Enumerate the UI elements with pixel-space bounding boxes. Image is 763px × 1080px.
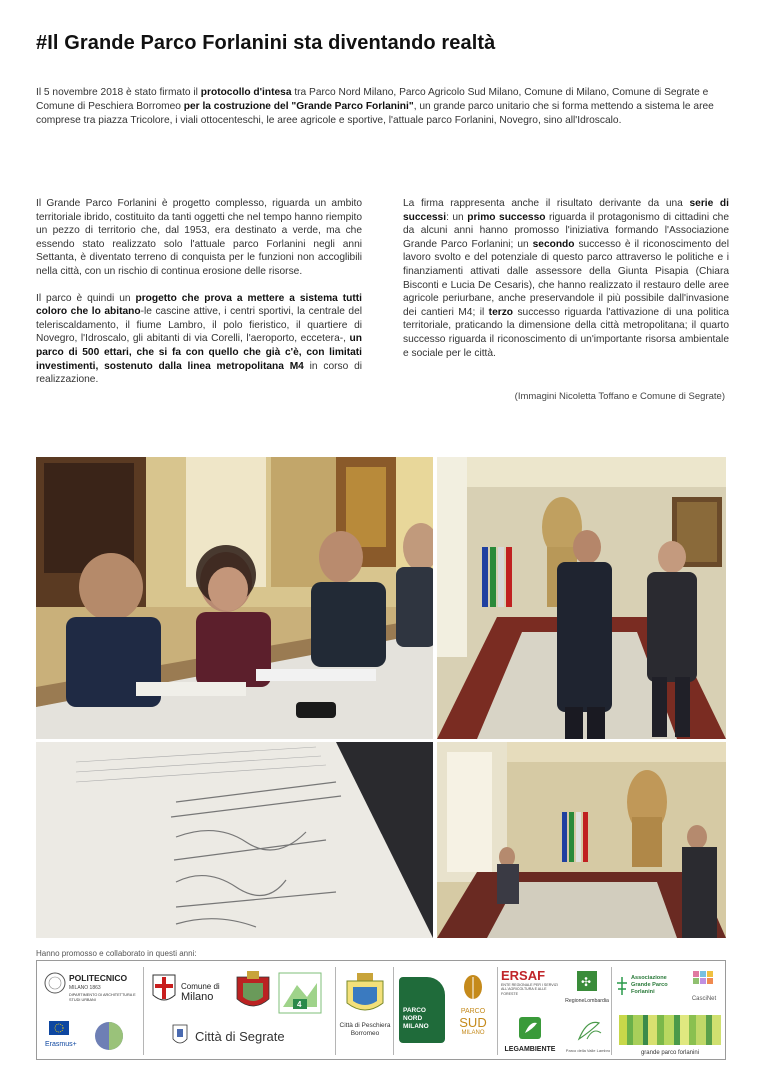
parco-lambro-text: Parco della Valle Lambro [565, 1048, 611, 1053]
dastu-logo [93, 1019, 133, 1053]
associazione-text: Associazione Grande Parco Forlanini [631, 975, 668, 995]
left-column [36, 197, 362, 387]
regione-text: RegioneLombardia [565, 998, 609, 1004]
parco-sud-logo [451, 973, 495, 1051]
partners-logo-panel [36, 960, 726, 1060]
gpf-stripes-logo [619, 1015, 721, 1055]
left-paragraph-2: Il parco è quindi un progetto che prova a mettere a sistema tutti coloro che lo abitano-le cascine attive, i centri sportivi, la centrale del teleriscaldamento, il fiume Lambro, il polo fieristico, il quartiere di Novegro, l'Idroscalo, gli abitanti di via Corelli, l'aeroporto, eccetera-, un parco di 500 ettari, che si fa con quello che già c'è, con limitati investimenti, sostenuto dalla linea metropolitana M4 in corso di realizzazione. [36, 292, 363, 386]
regione-lombardia-logo [565, 969, 609, 1009]
photo-meeting-room [437, 457, 726, 739]
intro-paragraph: Il 5 novembre 2018 è stato firmato il protocollo d'intesa tra Parco Nord Milano, Parco Agricolo Sud Milano, Comune di Milano, Comune di Segrate e Comune di Peschiera Borromeo per la costruzione del "Grande Parco Forlanini", un grande parco unitario che si forma mettendo a sistema le aree comprese tra piazza Tricolore, i viali ottocenteschi, le aree agricole e sportive, l'attuale parco Forlanini, Novegro, sino all'Idroscalo. [36, 87, 714, 126]
politecnico-logo [43, 969, 143, 1009]
photo-signing-table [36, 457, 433, 739]
municipio-4-logo [277, 971, 323, 1015]
right-paragraph: La firma rappresenta anche il risultato derivante da una serie di successi: un primo successo riguarda il protagonismo di cittadini che da alcuni anni hanno promosso l'iniziativa formando l'Associazione Grande Parco Forlanini; un secondo successo è il riconoscimento del lavoro svolto e del potenziale di questo parco attraverso le politiche e i finanziamenti attivati dalle assessore della Giunta Pisapia (Chiara Bisconti e Lucia De Cesaris), che hanno realizzato il restauro delle aree agricole periurbane, anche preservandole il più possibile dall'invasione dei cantieri M4; il terzo successo riguarda l'attivazione di una politica territoriale, praticando la dimensione della città metropolitana; il quarto successo riguarda il riconoscimento di un'importante risorsa ambientale e sociale per le città. [403, 198, 730, 359]
parco-nord-text: PARCO NORD MILANO [403, 1007, 429, 1030]
politecnico-name: POLITECNICO [69, 973, 128, 983]
legambiente-logo [499, 1015, 561, 1055]
erasmus-logo [45, 1019, 89, 1051]
municipio-number: 4 [297, 1000, 302, 1009]
page-title: #Il Grande Parco Forlanini sta diventando realtà [36, 32, 496, 54]
left-paragraph-1: Il Grande Parco Forlanini è progetto complesso, riguarda un ambito territoriale ibrido, costituito da tanti oggetti che nel tempo hanno riempito un pezzo di territorio che, dal 1953, era destinato a verde, ma che essendo stato realizzato solo l'attuale parco Forlanini negli anni Settanta, è diventato terreno di conquista per le funzioni non accoglibili nella città, con un rischio di continua erosione delle risorse. [36, 198, 362, 277]
svg-text:✣: ✣ [581, 975, 592, 989]
comune-milano-logo [149, 971, 229, 1011]
ersaf-sub: ENTE REGIONALE PER I SERVIZI ALL'AGRICOLTURA E ALLE FORESTE [501, 983, 558, 996]
ersaf-text: ERSAF [501, 968, 546, 983]
comune-milano-line2: Milano [181, 991, 214, 1003]
parco-nord-logo [399, 977, 445, 1043]
municipio-crest-logo [233, 969, 273, 1015]
parco-lambro-logo [565, 1017, 611, 1055]
parco-sud-line2: SUD [459, 1015, 487, 1030]
citta-segrate-text: Città di Segrate [195, 1029, 285, 1044]
cascinet-text: CasciNet [691, 996, 717, 1002]
photo-signed-document [36, 742, 433, 938]
erasmus-text: Erasmus+ [45, 1041, 77, 1048]
parco-sud-line1: PARCO [460, 1008, 486, 1015]
peschiera-text: Città di Peschiera Borromeo [339, 1022, 391, 1037]
parco-sud-line3: MILANO [461, 1030, 485, 1036]
right-column [403, 197, 729, 360]
partners-label: Hanno promosso e collaborato in questi anni: [36, 949, 197, 958]
associazione-gpf-logo [615, 969, 685, 1009]
cascinet-logo [685, 969, 723, 1009]
comune-milano-line1: Comune di [181, 982, 220, 991]
photo-council-room [437, 742, 726, 938]
peschiera-borromeo-logo [339, 971, 391, 1055]
legambiente-text: LEGAMBIENTE [504, 1046, 556, 1053]
politecnico-dept: DIPARTIMENTO DI ARCHITETTURA E STUDI URBANI [69, 993, 136, 1002]
ersaf-logo [501, 969, 561, 1005]
politecnico-sub: MILANO 1863 [69, 985, 101, 991]
gpf-text: grande parco forlanini [640, 1050, 700, 1056]
citta-segrate-logo [171, 1021, 331, 1051]
photo-credit: (Immagini Nicoletta Toffano e Comune di Segrate) [514, 391, 725, 402]
